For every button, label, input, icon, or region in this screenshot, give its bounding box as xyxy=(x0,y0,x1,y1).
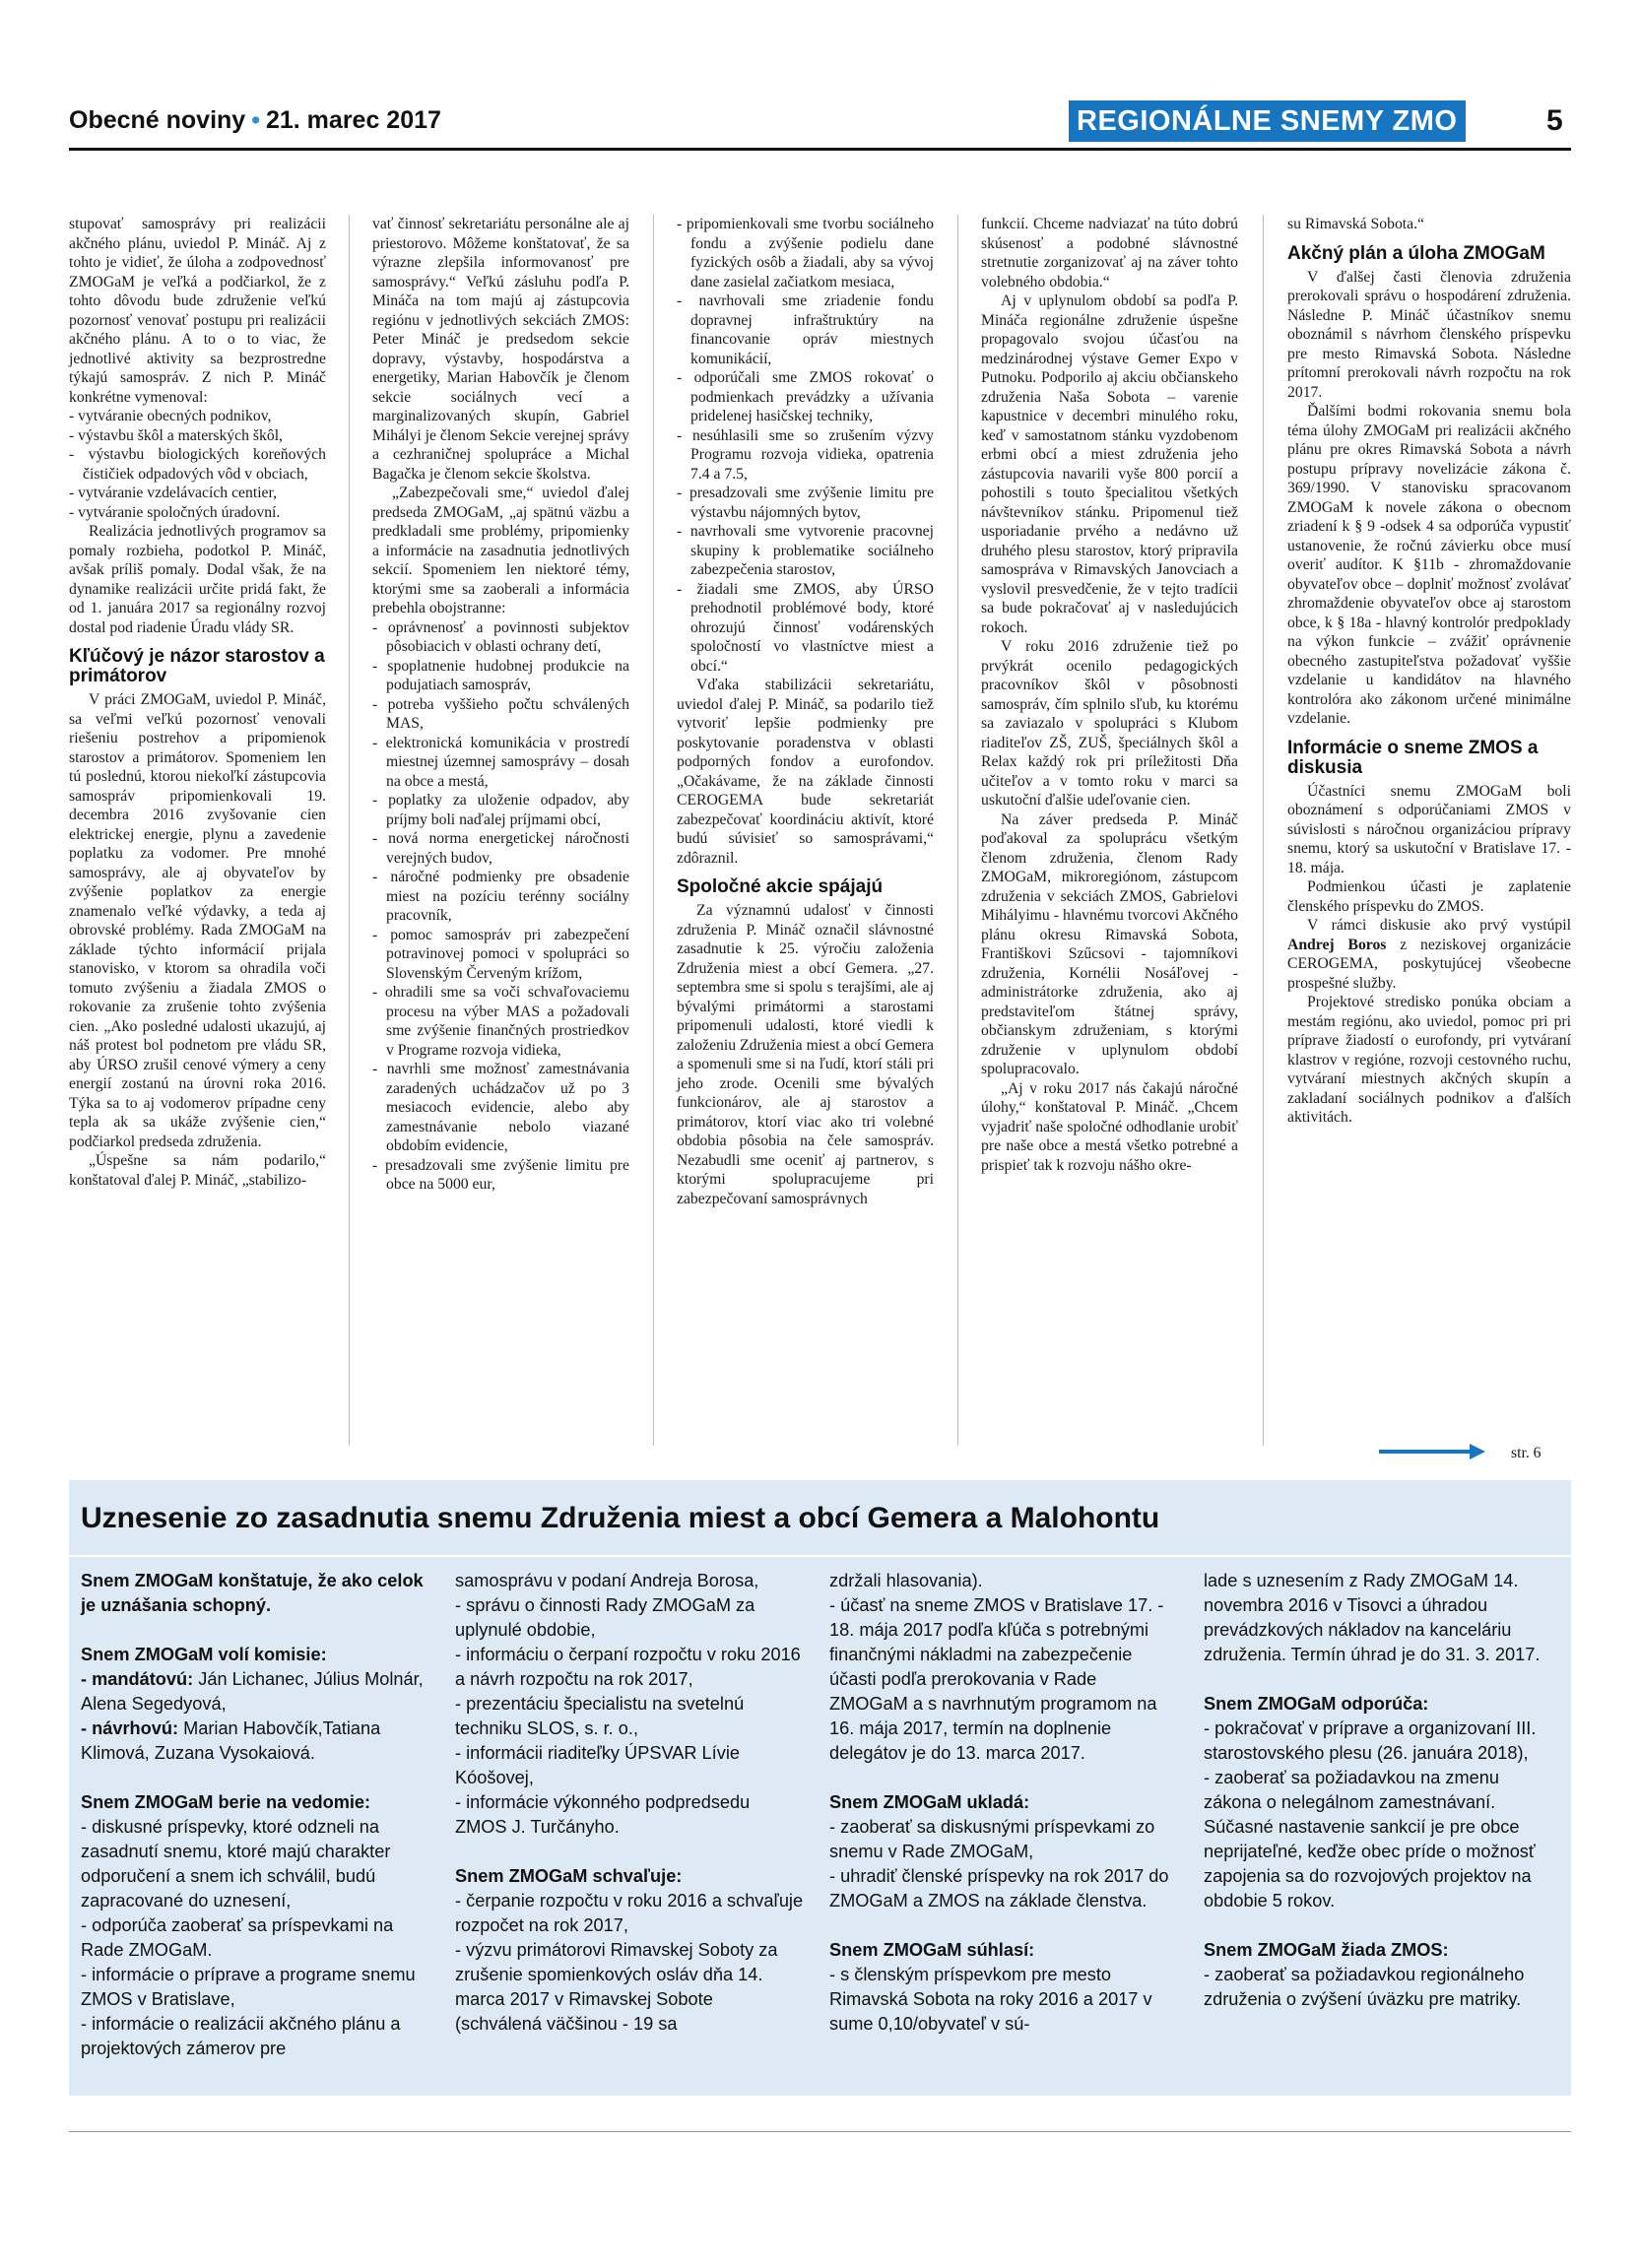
list-item: - potreba vyššieho počtu schválených MAS, xyxy=(372,695,629,732)
paragraph: Účastníci snemu ZMOGaM boli oboznámení s odporúčaniami ZMOS v súvislosti s náročnou organizáciou prípravy snemu, ktorý sa uskutoční v Bratislave 17. - 18. mája. xyxy=(1287,782,1571,876)
column-divider xyxy=(349,215,350,1446)
resolution-heading: Snem ZMOGaM berie na vedomie: xyxy=(81,1792,371,1812)
item-text: Marian Habovčík,Tatiana Klimová, Zuzana Vysokaiová. xyxy=(81,1718,381,1763)
resolution-item: - prezentáciu špecialistu na svetelnú techniku SLOS, s. r. o., xyxy=(455,1694,745,1738)
list-item: - navrhli sme možnosť zamestnávania zaradených uchádzačov už po 3 mesiacoch evidencie, alebo aby zamestnávanie nebolo viazané obdobím evidencie, xyxy=(372,1061,629,1154)
resolution-box xyxy=(69,1480,1571,2096)
resolution-divider xyxy=(69,1555,1571,1557)
resolution-item: - informácie o príprave a programe snemu ZMOS v Bratislave, xyxy=(81,1965,416,2009)
list-item: - ohradili sme sa voči schvaľovaciemu procesu na výber MAS a požadovali sme zvýšenie finančných prostriedkov v Programe rozvoja vidieka, xyxy=(372,984,629,1059)
subheading: Akčný plán a úloha ZMOGaM xyxy=(1287,242,1545,264)
paragraph: Na záver predseda P. Mináč poďakoval za spoluprácu všetkým členom združenia, členom Rady ZMOGaM, mikroregiónom, zástupcom združenia v sekciách ZMOS, Gabrielovi Mihályimu - hlavnému tvorcovi Akčného plánu okresu Rimavská Sobota, Františkovi Szűcsovi - tajomníkovi združenia, Kornélii Nosáľovej - administrátorke združenia, ako aj predstaviteľom štátnej správy, občianskym združeniam, s ktorými združenie v uplynulom období spolupracovalo. xyxy=(981,810,1238,1077)
resolution-heading: Snem ZMOGaM volí komisie: xyxy=(81,1645,327,1664)
subheading: Informácie o sneme ZMOS a diskusia xyxy=(1287,737,1539,778)
resolution-heading: Snem ZMOGaM ukladá: xyxy=(829,1792,1030,1812)
column-divider xyxy=(1263,215,1264,1446)
spacer xyxy=(829,1913,1178,1938)
paragraph: stupovať samosprávy pri realizácii akčného plánu, uviedol P. Mináč. Aj z tohto je vidieť, že úloha a zodpovednosť ZMOGaM je veľká a podčiarkol, že z tohto dôvodu bude združenie veľkú pozornosť venovať postupu pri realizácii akčného plánu. A to o to viac, že jednotlivé aktivity sa bezprostredne týkajú samospráv. Z nich P. Mináč konkrétne vymenoval: xyxy=(69,216,326,406)
article-column-4 xyxy=(981,215,1238,1175)
subheading: Kľúčový je názor starostov a primátorov xyxy=(69,646,325,686)
paragraph: Aj v uplynulom období sa podľa P. Mináča regionálne združenie úspešne propagovalo svojou účasťou na medzinárodnej výstave Gemer Expo v Putnoku. Podporilo aj akciu občianskeho združenia Naša Sobota – varenie kapustnice v decembri minulého roku, keď v samostatnom stánku vyzdobenom erbmi obcí a miest združenia jeho zástupcovia navarili vyše 800 porcií a pohostili s touto špecialitou všetkých návštevníkov stánku. Pripomenul tiež usporiadanie prvého a nedávno už druhého plesu starostov, ktorý pripravila samospráva v Rimavských Janovciach a vyslovil presvedčenie, že v tejto tradícii sa bude pokračovať aj v nasledujúcich rokoch. xyxy=(981,292,1238,636)
resolution-item: - informácie o realizácii akčného plánu a projektových zámerov pre xyxy=(81,2014,401,2058)
resolution-item: - správu o činnosti Rady ZMOGaM za uplynulé obdobie, xyxy=(455,1595,755,1640)
text-run: z neziskovej organizácie CEROGEMA, poskytujúcej všeobecne prospešné služby. xyxy=(1287,936,1571,992)
resolution-heading: Snem ZMOGaM schvaľuje: xyxy=(455,1866,683,1886)
paragraph: Projektové stredisko ponúka obciam a mestám regiónu, ako uviedol, pomoc pri pri príprave žiadostí o eurofondy, pri vytváraní klastrov v regióne, rozvoji cestovného ruchu, vytváraní miestnych akčných skupín a zakladaní sociálnych podnikov a ďalších aktivitách. xyxy=(1287,994,1571,1126)
resolution-item xyxy=(81,1667,429,1717)
resolution-item: - diskusné príspevky, ktoré odzneli na zasadnutí snemu, ktoré majú charakter odporučení a snem ich schválil, budú zapracované do uznesení, xyxy=(81,1817,391,1911)
resolution-item: - informácii riaditeľky ÚPSVAR Lívie Kóošovej, xyxy=(455,1743,740,1787)
resolution-heading: Snem ZMOGaM odporúča: xyxy=(1204,1694,1429,1714)
resolution-item: - čerpanie rozpočtu v roku 2016 a schvaľuje rozpočet na rok 2017, xyxy=(455,1891,804,1935)
list-item: - vytváranie obecných podnikov, xyxy=(69,408,272,424)
list-item: - výstavbu biologických koreňových čističiek odpadových vôd v obciach, xyxy=(69,446,326,483)
continued-arrow-icon xyxy=(1379,1440,1497,1459)
list-item: - elektronická komunikácia v prostredí miestnej územnej samosprávy – dosah na obce a mestá, xyxy=(372,734,629,790)
resolution-item: - odporúča zaoberať sa príspevkami na Rade ZMOGaM. xyxy=(81,1915,394,1960)
paragraph: Ďalšími bodmi rokovania snemu bola téma úlohy ZMOGaM pri realizácii akčného plánu pre okres Rimavská Sobota a návrh postupu prípravy novelizácie zákona č. 369/1990. V stanovisku spracovanom ZMOGaM k novele zákona o obecnom zriadení k § 9 -odsek 4 sa odporúča vypustiť ustanovenie, že ročnú závierku obce musí overiť audítor. K §11b - zhromaždovanie obyvateľov obce – doplniť možnosť zvolávať zhromaždenie obyvateľov obce aj starostom obce, k § 18a - hlavný kontrolór predpoklady na výkon funkcie – zvážiť oprávnenie obecného zastupiteľstva požadovať vyššie vzdelanie u kandidátov na hlavného kontrolóra ako zákonom určené minimálne vzdelanie. xyxy=(1287,403,1571,727)
list-item: - vytváranie vzdelávacích centier, xyxy=(69,485,278,501)
resolution-heading: Snem ZMOGaM konštatuje, že ako celok je uznášania schopný. xyxy=(81,1571,424,1615)
list-item: - presadzovali sme zvýšenie limitu pre obce na 5000 eur, xyxy=(372,1156,629,1193)
paragraph: „Úspešne sa nám podarilo,“ konštatoval ďalej P. Mináč, „stabilizo- xyxy=(69,1152,326,1189)
article-body xyxy=(69,215,1571,1446)
resolution-item: samosprávu v podaní Andreja Borosa, xyxy=(455,1571,759,1590)
spacer xyxy=(829,1766,1178,1790)
resolution-item: zdržali hlasovania). xyxy=(829,1571,983,1590)
paragraph: „Zabezpečovali sme,“ uviedol ďalej predseda ZMOGaM, „aj spätnú väzbu a predkladali sme problémy, pripomienky a informácie na zasadnutia jednotlivých sekcií. Spomeniem len niektoré témy, ktorými sme sa zaoberali a informácia prebehla obojstranne: xyxy=(372,485,629,616)
paragraph: Podmienkou účasti je zaplatenie členského príspevku do ZMOS. xyxy=(1287,878,1571,915)
list-item: - presadzovali sme zvýšenie limitu pre výstavbu nájomných bytov, xyxy=(677,485,934,521)
paragraph: Vďaka stabilizácii sekretariátu, uviedol ďalej P. Mináč, sa podarilo tiež vytvoriť lepšie podmienky pre poskytovanie poradenstva v oblasti podporných fondov a eurofondov. „Očakávame, že na základe činnosti CEROGEMA bude sekretariát zabezpečovať koordináciu aktivít, ktoré budú súvisieť so samosprávami,“ zdôraznil. xyxy=(677,677,934,867)
spacer xyxy=(1204,1913,1552,1938)
paragraph: vať činnosť sekretariátu personálne ale aj priestorovo. Môžeme konštatovať, že sa výrazne zlepšila informovanosť pre samosprávy.“ Veľkú zásluhu podľa P. Mináča na tom majú aj zástupcovia regiónu v jednotlivých sekciách ZMOS: Peter Mináč je predsedom sekcie dopravy, výstavby, hospodárstva a energetiky, Marian Habovčík je členom sekcie sociálnych vecí a marginalizovaných skupín, Gabriel Mihályi je členom Sekcie verejnej správy a cezhraničnej spolupráce a Michal Bagačka je členom sekcie školstva. xyxy=(372,216,629,483)
paragraph: su Rimavská Sobota.“ xyxy=(1287,216,1424,232)
subheading: Spoločné akcie spájajú xyxy=(677,876,884,897)
article-column-3 xyxy=(677,215,934,1208)
resolution-item: - s členským príspevkom pre mesto Rimavská Sobota na roky 2016 a 2017 v sume 0,10/obyvateľ v sú- xyxy=(829,1965,1152,2034)
list-item: - žiadali sme ZMOS, aby ÚRSO prehodnotil problémové body, ktoré ohrozujú činnosť vodárenských spoločností vo vlastníctve miest a obcí.“ xyxy=(677,580,934,675)
resolution-column-1 xyxy=(81,1569,429,2061)
list-item: - navrhovali sme zriadenie fondu dopravnej infraštruktúry na financovanie opráv miestnych komunikácií, xyxy=(677,292,934,367)
article-column-5 xyxy=(1287,215,1571,1128)
list-item: - náročné podmienky pre obsadenie miest na pozíciu terénny sociálny pracovník, xyxy=(372,869,629,924)
paragraph: V práci ZMOGaM, uviedol P. Mináč, sa veľmi veľkú pozornosť venovali riešeniu postrehov a pripomienok starostov a primátorov. Spomeniem len tú poslednú, ktorou niekoľkí zástupcovia samospráv pripomienkovali 19. decembra 2016 zvyšovanie cien elektrickej energie, plynu a zavedenie poplatku za vodomer. Pre mnohé samosprávy, ale aj obyvateľov by zvýšenie poplatkov za energie znamenalo veľké výdavky, a teda aj obrovské problémy. Rada ZMOGaM na základe týchto informácií prijala stanovisko, v ktorom sa ohradila voči tomuto zvýšeniu a žiadala ZMOS o rokovanie za zrušenie tohto zvýšenia cien. „Ako posledné udalosti ukazujú, aj náš protest bol podnetom pre vládu SR, aby ÚRSO zrušil cenové výmery a ceny energií zostanú na úrovni roka 2016. Týka sa to aj vodomerov prípadne ceny tepla ak sa ukáže zvýšenie cien,“ podčiarkol predseda združenia. xyxy=(69,691,326,1150)
paragraph: Realizácia jednotlivých programov sa pomaly rozbieha, podotkol P. Mináč, avšak príliš pomaly. Dodal však, že na dynamike realizácii určite pridá fakt, že od 1. januára 2017 sa regionálny rozvoj dostal pod riadenie Úradu vlády SR. xyxy=(69,523,326,636)
list-item: - vytváranie spoločných úradovní. xyxy=(69,503,281,521)
list-item: - odporúčali sme ZMOS rokovať o podmienkach prevádzky a užívania pridelenej hasičskej techniky, xyxy=(677,369,934,424)
list-item: - nová norma energetickej náročnosti verejných budov, xyxy=(372,830,629,867)
resolution-title: Uznesenie zo zasadnutia snemu Združenia miest a obcí Gemera a Malohontu xyxy=(81,1502,1160,1534)
bullet-separator: • xyxy=(251,106,260,134)
resolution-item: lade s uznesením z Rady ZMOGaM 14. novembra 2016 v Tisovci a úhradou prevádzkových nákladov na kanceláriu združenia. Termín úhrad je do 31. 3. 2017. xyxy=(1204,1571,1541,1664)
resolution-item: - účasť na sneme ZMOS v Bratislave 17. - 18. mája 2017 podľa kľúča s potrebnými finančnými nákladmi na zabezpečenie účasti podľa prerokovania v Rade ZMOGaM a s navrhnutým programom na 16. mája 2017, termín na doplnenie delegátov je do 13. marca 2017. xyxy=(829,1595,1164,1763)
spacer xyxy=(1204,1667,1552,1692)
list-item: - poplatky za uloženie odpadov, aby príjmy boli naďalej príjmami obcí, xyxy=(372,792,629,828)
list-item: - pomoc samospráv pri zabezpečení potravinovej pomoci v spolupráci so Slovenským Červeným krížom, xyxy=(372,926,629,982)
item-label: - mandátovú: xyxy=(81,1669,194,1689)
paragraph xyxy=(1287,916,1571,993)
resolution-item: - výzvu primátorovi Rimavskej Soboty za zrušenie spomienkových osláv dňa 14. marca 2017 v Rimavskej Sobote (schválená väčšinou - 19 sa xyxy=(455,1940,778,2034)
resolution-column-4 xyxy=(1204,1569,1552,2012)
spacer xyxy=(81,1766,429,1790)
resolution-heading: Snem ZMOGaM žiada ZMOS: xyxy=(1204,1940,1449,1960)
column-divider xyxy=(957,215,958,1446)
resolution-item: - zaoberať sa požiadavkou regionálneho združenia o zvýšení úväzku pre matriky. xyxy=(1204,1965,1525,2009)
spacer xyxy=(455,1840,804,1864)
paragraph: Za významnú udalosť v činnosti združenia P. Mináč označil slávnostné zasadnutie k 25. výročiu založenia Združenia miest a obcí Gemera. „27. septembra sme si spolu s terajšími, ale aj bývalými primátormi a starostami pripomenuli udalosti, ktoré viedli k založeniu Združenia miest a obcí Gemera a spomenuli sme si na ľudí, ktorí stáli pri jeho zrode. Ocenili sme bývalých funkcionárov, ale aj starostov a primátorov, ktorí viac ako tri volebné obdobia pôsobia na čele samospráv. Nezabudli sme oceniť aj partnerov, s ktorými spolupracujeme pri zabezpečovaní samosprávnych xyxy=(677,902,934,1207)
resolution-column-3 xyxy=(829,1569,1178,2037)
list-item: - spoplatnenie hudobnej produkcie na podujatiach samospráv, xyxy=(372,657,629,693)
list-item: - navrhovali sme vytvorenie pracovnej skupiny k problematike sociálneho zabezpečenia starostov, xyxy=(677,523,934,578)
speaker-name: Andrej Boros xyxy=(1287,936,1387,953)
article-column-1 xyxy=(69,215,326,1190)
header-divider xyxy=(69,148,1571,151)
section-title: REGIONÁLNE SNEMY ZMO xyxy=(1069,100,1466,142)
issue-date: 21. marec 2017 xyxy=(265,106,441,134)
resolution-item: - uhradiť členské príspevky na rok 2017 do ZMOGaM a ZMOS na základe členstva. xyxy=(829,1866,1169,1911)
resolution-item xyxy=(81,1717,429,1766)
article-column-2 xyxy=(372,215,629,1195)
paragraph: V roku 2016 združenie tiež po prvýkrát ocenilo pedagogických pracovníkov škôl v pôsobnosti samospráv, čím splnilo sľub, ku ktorému sa zaviazalo v spolupráci s Klubom riaditeľov ZŠ, ZUŠ, špeciálnych škôl a Relax každý rok pri príležitosti Dňa učiteľov a v tomto roku v marci sa uskutoční ďalšie udeľovanie cien. xyxy=(981,638,1238,809)
masthead xyxy=(69,106,441,135)
continued-on-page[interactable]: str. 6 xyxy=(1511,1445,1542,1461)
resolution-column-2 xyxy=(455,1569,804,2037)
list-item: - pripomienkovali sme tvorbu sociálneho fondu a zvýšenie podielu dane fyzických osôb a žiadali, aby sa vývoj dane zasielal začiatkom mesiaca, xyxy=(677,216,934,291)
resolution-item: - informácie výkonného podpredsedu ZMOS J. Turčányho. xyxy=(455,1792,751,1837)
paragraph: funkcií. Chceme nadviazať na túto dobrú skúsenosť a podobné slávnostné stretnutie zorganizovať aj na záver tohto volebného obdobia.“ xyxy=(981,216,1238,291)
publication-name: Obecné noviny xyxy=(69,106,246,134)
list-item: - nesúhlasili sme so zrušením výzvy Programu rozvoja vidieka, opatrenia 7.4 a 7.5, xyxy=(677,426,934,483)
page-number: 5 xyxy=(1546,104,1563,137)
resolution-item: - pokračovať v príprave a organizovaní III. starostovského plesu (26. januára 2018), xyxy=(1204,1718,1537,1763)
resolution-item: - zaoberať sa diskusnými príspevkami zo snemu v Rade ZMOGaM, xyxy=(829,1817,1155,1861)
column-divider xyxy=(653,215,654,1446)
footer-divider xyxy=(69,2131,1571,2132)
item-label: - návrhovú: xyxy=(81,1718,179,1738)
text-run: V rámci diskusie ako prvý vystúpil xyxy=(1307,917,1571,934)
resolution-heading: Snem ZMOGaM súhlasí: xyxy=(829,1940,1035,1960)
resolution-item: - zaoberať sa požiadavkou na zmenu zákona o nelegálnom zamestnávaní. Súčasné nastavenie sankcií je pre obce neprijateľné, keďže obec príde o možnosť zapojenia sa do rozvojových projektov na obdobie 5 rokov. xyxy=(1204,1768,1536,1911)
list-item: - oprávnenosť a povinnosti subjektov pôsobiacich v oblasti ochrany detí, xyxy=(372,618,629,655)
item-text: Ján Lichanec, Július Molnár, Alena Segedyová, xyxy=(81,1669,424,1714)
paragraph: V ďalšej časti členovia združenia prerokovali správu o hospodárení združenia. Následne P. Mináč účastníkov snemu oboznámil s návrhom členského príspevku pre mesto Rimavská Sobota. Následne prítomní prerokovali návrh rozpočtu na rok 2017. xyxy=(1287,268,1571,401)
resolution-item: - informáciu o čerpaní rozpočtu v roku 2016 a návrh rozpočtu na rok 2017, xyxy=(455,1645,801,1689)
spacer xyxy=(81,1618,429,1643)
paragraph: „Aj v roku 2017 nás čakajú náročné úlohy,“ konštatoval P. Mináč. „Chcem vyjadriť naše spoločné odhodlanie urobiť pre naše obce a mestá všetko potrebné a prispieť tak k rozvoju nášho okre- xyxy=(981,1079,1238,1174)
list-item: - výstavbu škôl a materských škôl, xyxy=(69,426,283,444)
